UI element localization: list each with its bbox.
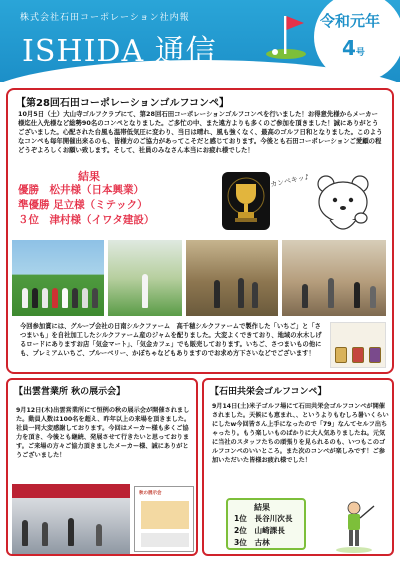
participation-gift-text: 今回参加賞には、グループ会社の日南シルクファーム 高千穂シルクファームで製作した「いちご」と「さつまいも」を自社加工したシルクファーム産のジャムを配りました。大変よくできており、地域の水木しげるロードにありますお店「気金マート」、「気金カフェ」でも販売しております。いちご、さつまいもの他にも、プレミアムいちご、ブルーベリー、かぼちゃなどもありますのでお求め方下さいなどでございます！ <box>20 323 322 357</box>
kyoeikai-results <box>226 498 306 550</box>
issue-number-value: 4 <box>342 36 356 60</box>
company-name: 株式会社石田コーポレーション社内報 <box>20 13 190 23</box>
golf-photo-swing <box>108 240 182 316</box>
golf-photo-group <box>12 240 104 316</box>
exhibition-poster <box>134 486 194 552</box>
kyoeikai-results-heading: 結果 <box>254 503 270 512</box>
trophy-icon <box>222 172 270 230</box>
golf-section-title: 【第28回石田コーポレーションゴルフコンペ】 <box>16 98 230 109</box>
kyoeikai-golf-section <box>202 378 394 556</box>
golfer-illustration-icon <box>330 500 380 554</box>
jam-gift-image <box>330 322 386 368</box>
exhibition-section <box>6 378 198 556</box>
exhibition-photo <box>12 484 130 554</box>
kyoeikai-title: 【石田共栄会ゴルフコンペ】 <box>210 387 327 397</box>
golf-flag-icon <box>262 10 308 60</box>
exhibition-body: 9月12日(木)出雲営業所にて恒例の秋の展示会が開催されました。動員人数は100名を超え、昨年以上の来場を頂きました。社員一同大変感謝しております。今回はメーカー様も多くご協力を頂き、今後とも継続、発展させて行きたいと思っております。ご来場の方々ご協力頂きましたメーカー様、誠にありがとうございました！ <box>16 407 191 459</box>
kyoeikai-second: 2位 山崎課長 <box>234 526 285 535</box>
golf-photo-party <box>282 240 386 316</box>
issue-number <box>342 36 365 60</box>
result-winner: 優勝 松井様（日本興業） <box>18 184 144 196</box>
result-third: ３位 津村様（イワタ建設） <box>18 214 155 226</box>
newsletter-title: ISHIDA 通信 <box>22 34 217 69</box>
golf-photo-ceremony <box>186 240 278 316</box>
era-label: 令和元年 <box>320 12 381 30</box>
kyoeikai-third: 3位 古林 <box>234 538 270 547</box>
kyoeikai-body: 9月14日(土)米子ゴルフ場にて石田共栄会ゴルフコンペが開催されました。天候にも恵まれ、、というよりもむしろ暑いくらいにしたw今回皆さん上手になったので「79」なんてセルフ出ちゃったり。もう楽しいものばかりに大人気ありましたね。元気に当社のスタッフたちの頑張りを見られるのも、いつもこのゴルフコンペのいいところ。また次のコンペが楽しみです！ご参加いただいた皆様お疲れ様でした！ <box>212 403 389 464</box>
trophy-image <box>222 172 270 230</box>
bear-mascot-icon <box>308 172 378 238</box>
issue-badge <box>310 0 400 82</box>
kyoeikai-first: 1位 長谷川次長 <box>234 514 293 523</box>
poster-title: 秋の展示会 <box>139 491 162 496</box>
bear-speech-text: カンペキッ♪ <box>269 172 310 190</box>
exhibition-title: 【出雲営業所 秋の展示会】 <box>14 387 126 397</box>
golf-compe-section <box>6 88 394 374</box>
issue-suffix: 号 <box>355 48 365 58</box>
result-runner-up: 準優勝 足立様（ミテック） <box>18 199 148 211</box>
golf-results-heading: 結果 <box>78 170 100 183</box>
golf-section-body: 10月5日（土）大山寺ゴルフクラブにて、第28回石田コーポレーションゴルフコンペを行いました！お得意先様からメーカー様迄仕入先様など総勢90名のコンペとなりました。ご多忙の中、また遠方よりも多くのご参加を頂きました！誠にありがとうございました。心配された台風も温帯低気圧に変わり、当日は晴れ、風も強くなく、最高のゴルフ日和となりました。このようなコンペも毎年開催出来るのも、皆様方のご協力があってこそだと感じております。今後とも石田コーポレーションご愛顧の程どうぞよろしくお願い致します。そして、社員のみなさん本当にお疲れ様でした！ <box>18 110 383 154</box>
masthead-banner <box>0 0 400 82</box>
golf-results <box>16 168 204 228</box>
